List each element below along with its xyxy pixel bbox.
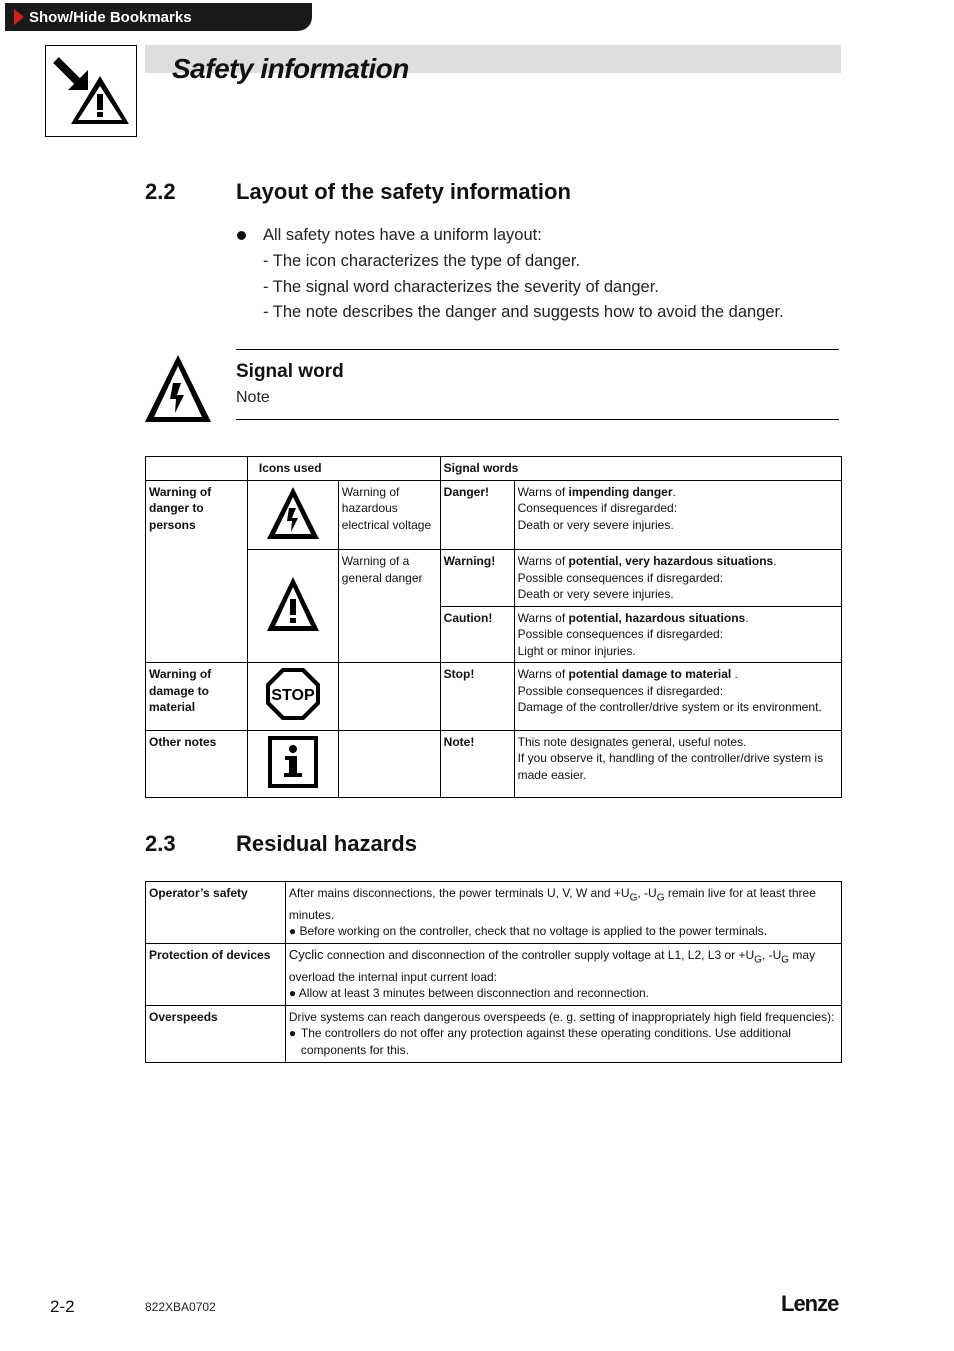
- page-number: 2-2: [50, 1297, 75, 1316]
- divider: [236, 349, 839, 350]
- signal-word-title: Signal word: [236, 361, 344, 382]
- section-2-3-number: 2.3: [145, 831, 176, 856]
- section-2-2-title: Layout of the safety information: [236, 179, 571, 204]
- desc-electrical: Warning of hazardous electrical voltage: [338, 480, 440, 550]
- signal-word-note: Note: [236, 389, 270, 406]
- safety-icons-table: [145, 456, 842, 798]
- category-persons: Warning of danger to persons: [146, 480, 248, 663]
- sub-item: - The note describes the danger and suggests how to avoid the danger.: [263, 303, 784, 321]
- general-danger-icon: [247, 550, 338, 663]
- high-voltage-warning-icon: [143, 353, 213, 430]
- overspeeds-text: Drive systems can reach dangerous overspeeds (e. g. setting of inappropriately high field frequencies): ● The controllers do not offer any protection against these operating conditions. Use additional components for this.: [285, 1005, 841, 1062]
- danger-description: Warns of impending danger. Consequences if disregarded: Death or very severe injuries.: [514, 480, 841, 550]
- table-row: [146, 663, 842, 731]
- residual-hazards-table: [145, 881, 842, 1063]
- svg-text:STOP: STOP: [271, 687, 315, 704]
- signal-note: Note!: [440, 730, 514, 798]
- operator-safety-label: Operator’s safety: [146, 882, 286, 944]
- table-header-row: [146, 457, 842, 481]
- caution-description: Warns of potential, hazardous situations. Possible consequences if disregarded: Light or minor injuries.: [514, 606, 841, 663]
- category-other: Other notes: [146, 730, 248, 798]
- section-2-2-number: 2.2: [145, 179, 176, 204]
- layout-bullet-list: [236, 224, 784, 327]
- category-material: Warning of damage to material: [146, 663, 248, 731]
- sub-item: - The icon characterizes the type of danger.: [263, 252, 581, 270]
- table-row: [146, 550, 842, 607]
- header-icons-used: Icons used: [247, 457, 440, 481]
- table-row: [146, 943, 842, 1005]
- table-row: [146, 882, 842, 944]
- electrical-danger-icon: [247, 480, 338, 550]
- signal-stop: Stop!: [440, 663, 514, 731]
- safety-arrow-warning-icon: [45, 45, 137, 137]
- sub-item: - The signal word characterizes the severity of danger.: [263, 277, 659, 296]
- bullet-item: All safety notes have a uniform layout:: [236, 224, 784, 250]
- desc-general: Warning of a general danger: [338, 550, 440, 663]
- stop-sign-icon: [247, 663, 338, 731]
- show-hide-bookmarks-button[interactable]: [5, 3, 312, 31]
- table-row: [146, 480, 842, 550]
- operator-safety-text: After mains disconnections, the power terminals U, V, W and $+U_G$, $-U_G$ remain live for at least three minutes. ● Before working on the controller, check that no voltage is applied to the power terminals.: [285, 882, 841, 944]
- bookmarks-label: Show/Hide Bookmarks: [29, 8, 192, 26]
- section-2-3-title: Residual hazards: [236, 831, 417, 856]
- signal-danger: Danger!: [440, 480, 514, 550]
- lenze-logo: Lenze: [781, 1291, 839, 1316]
- page-title: Safety information: [172, 53, 409, 84]
- overspeeds-label: Overspeeds: [146, 1005, 286, 1062]
- document-code: 822XBA0702: [145, 1300, 216, 1314]
- info-icon: [247, 730, 338, 798]
- triangle-right-icon: [14, 9, 24, 25]
- table-row: [146, 1005, 842, 1062]
- stop-description: Warns of potential damage to material . Possible consequences if disregarded: Damage of the controller/drive system or its environment.: [514, 663, 841, 731]
- warning-description: Warns of potential, very hazardous situations. Possible consequences if disregarded: Death or very severe injuries.: [514, 550, 841, 607]
- signal-warning: Warning!: [440, 550, 514, 607]
- divider: [236, 419, 839, 420]
- header-signal-words: Signal words: [440, 457, 841, 481]
- note-description: This note designates general, useful notes. If you observe it, handling of the controller/drive system is made easier.: [514, 730, 841, 798]
- protection-text: Cyclic connection and disconnection of the controller supply voltage at L1, L2, L3 or $+U_G$, $-U_G$ may overload the internal input current load: ● Allow at least 3 minutes between disconnection and reconnection.: [285, 943, 841, 1005]
- signal-caution: Caution!: [440, 606, 514, 663]
- table-row: [146, 730, 842, 798]
- protection-label: Protection of devices: [146, 943, 286, 1005]
